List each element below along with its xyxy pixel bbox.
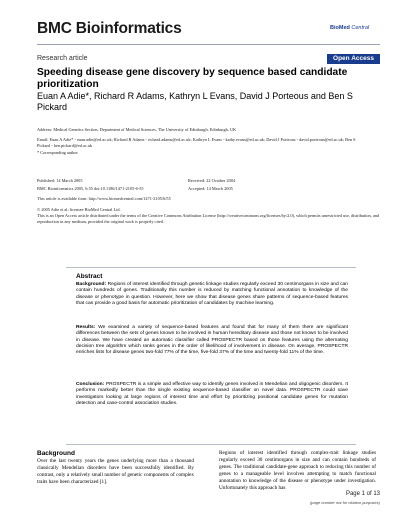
corresponding-author-note: * Corresponding author xyxy=(37,150,78,155)
author-emails: Email: Euan A Adie* - euan.adie@ed.ac.uk; Richard R Adams - richard.adams@ed.ac.uk; Kathryn L Evans - kathy.evans@ed.ac.uk; David J Porteous - david.porteous@ed.ac.uk; Ben S Pickard - ben.pickard@ed.ac.uk xyxy=(37,137,356,148)
page-number-note: (page number not for citation purposes) xyxy=(309,500,380,505)
publisher-logo xyxy=(330,25,369,31)
copyright-notice: © 2005 Adie et al; licensee BioMed Central Ltd. xyxy=(37,207,121,212)
open-access-badge: Open Access xyxy=(327,54,380,64)
logo-sub: Central xyxy=(349,25,370,31)
abstract-heading: Abstract xyxy=(76,273,103,280)
logo-main: BioMed xyxy=(330,25,350,31)
received-date: Received: 22 October 2004 xyxy=(188,178,236,183)
published-date: Published: 14 March 2005 xyxy=(37,178,83,183)
abstract-conclusion-label: Conclusion: xyxy=(76,382,105,387)
abstract-results-text: We examined a variety of sequence-based features and found that for many of them there are significant differences between the sets of genes known to be involved in human hereditary disease and those not known to be involved in disease. We have created an automatic classifier called PROSPECTR based on those features using the alternating decision tree algorithm which ranks genes in the order of likelihood of involvement in disease. On average, PROSPECTR enriches lists for disease genes two-fold 77% of the time, five-fold 37% of the time and twenty-fold 11% of the time. xyxy=(76,325,348,355)
affiliation-address: Address: Medical Genetics Section, Department of Medical Sciences, The University of Edinburgh, Edinburgh, UK xyxy=(37,127,237,132)
license-statement: This is an Open Access article distributed under the terms of the Creative Commons Attribution License (http://creativecommons.org/licenses/by/2.0), which permits unrestricted use, distribution, and reproduction in any medium, provided the original work is properly cited. xyxy=(37,213,380,224)
abstract-background-text: Regions of interest identified through genetic linkage studies regularly exceed 30 centimorgans in size and can contain hundreds of genes. Traditionally this number is reduced by matching functional annotation to knowledge of the disease or phenotype in question. However, here we show that disease genes share patterns of sequence-based features that can provide a good basis for automatic prioritization of candidates by machine learning. xyxy=(76,282,348,306)
background-heading: Background xyxy=(37,450,75,457)
abstract-background xyxy=(76,282,348,307)
abstract-background-label: Background: xyxy=(76,282,107,287)
body-left-column: Over the last twenty years the genes underlying more than a thousand classically Mendelian disorders have been successfully identified. By contrast, only a relatively small number of genetic components of complex traits have been characterized [1]. xyxy=(37,458,194,486)
abstract-conclusion-text: PROSPECTR is a simple and effective way to identify genes involved in Mendelian and oligogenic disorders. It performs markedly better than the single existing sequence-based classifier on novel data. PROSPECTR could save investigators looking at large regions of interest time and effort by prioritizing positional candidate genes for mutation detection and case-control association studies. xyxy=(76,382,348,406)
page-number: Page 1 of 13 xyxy=(345,491,380,497)
header-divider xyxy=(37,44,380,45)
citation-doi: BMC Bioinformatics 2005, 6:55 doi:10.1186/1471-2105-6-55 xyxy=(37,186,144,191)
abstract-conclusion xyxy=(76,382,348,407)
author-list: Euan A Adie*, Richard R Adams, Kathryn L Evans, David J Porteous and Ben S Pickard xyxy=(37,91,353,112)
paper-title: Speeding disease gene discovery by sequence based candidate prioritization xyxy=(37,67,348,90)
abstract-results xyxy=(76,325,348,356)
body-right-column: Regions of interest identified through complex-trait linkage studies regularly exceed 30 centimorgans in size and can contain hundreds of genes. The traditional candidate-gene approach to reducing this number of genes to a manageable level involves attempting to match functional annotation to knowledge of the disease or phenotype under investigation. Unfortunately this approach has xyxy=(219,450,376,492)
accepted-date: Accepted: 14 March 2005 xyxy=(188,186,233,191)
journal-title: BMC Bioinformatics xyxy=(37,20,182,37)
article-url[interactable]: This article is available from: http://www.biomedcentral.com/1471-2105/6/55 xyxy=(37,196,171,201)
abstract-results-label: Results: xyxy=(76,325,96,330)
article-type: Research article xyxy=(37,55,88,62)
